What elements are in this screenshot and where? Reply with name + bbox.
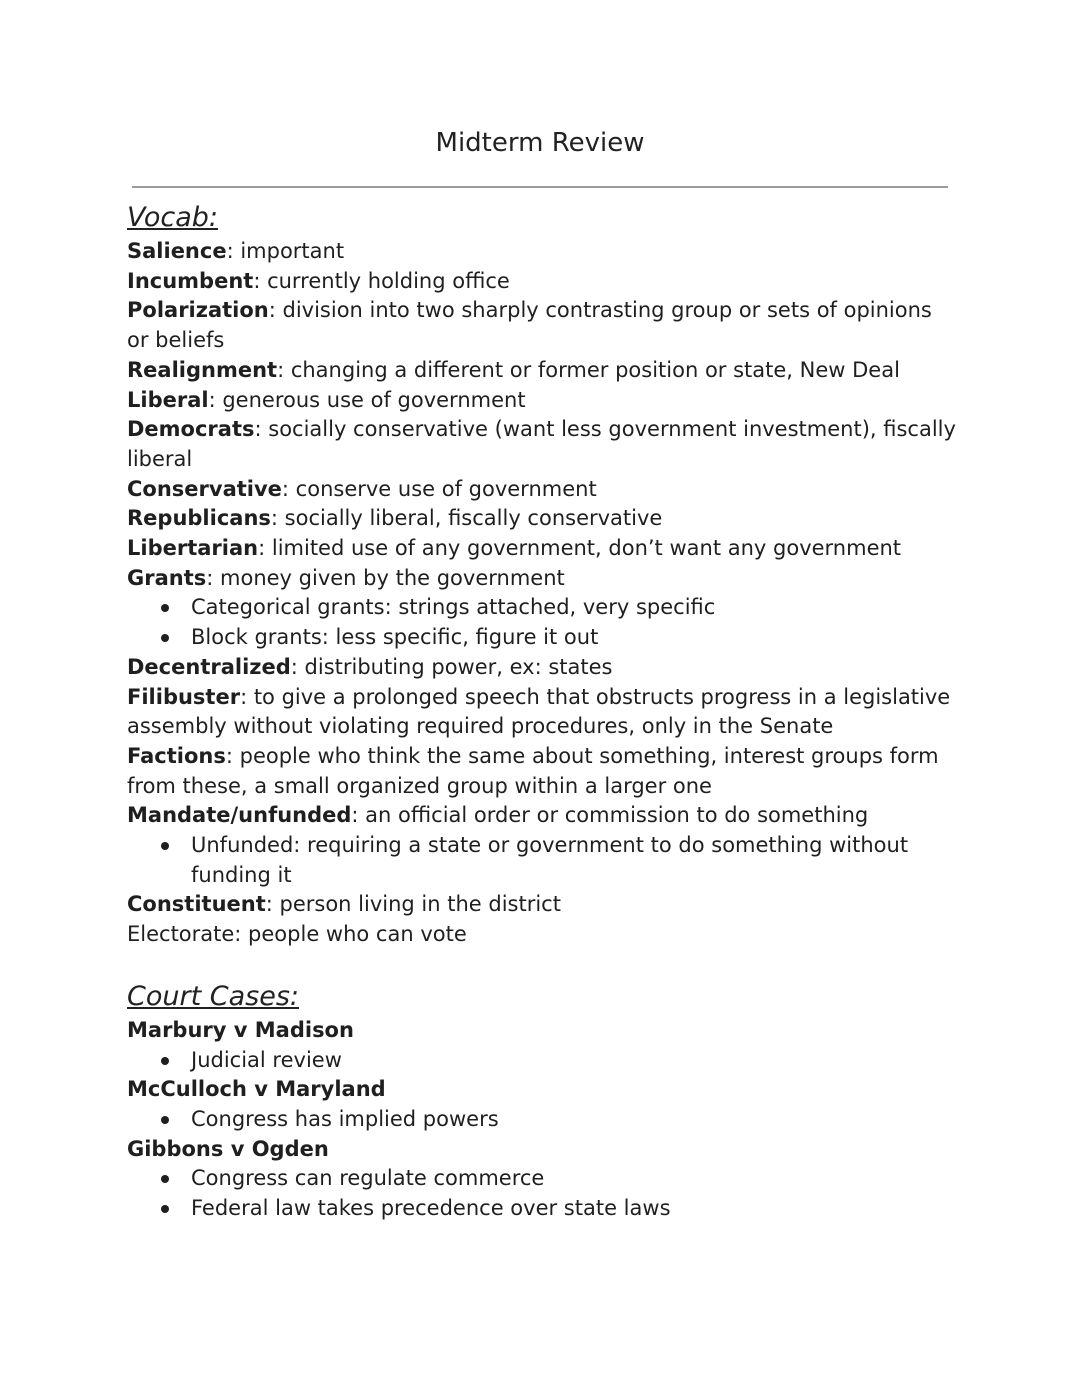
list-item: Congress has implied powers: [191, 1105, 957, 1135]
case-name: [127, 1016, 957, 1046]
case-title: Gibbons v Ogden: [127, 1136, 329, 1161]
vocab-entry: [127, 534, 957, 564]
vocab-entry: [127, 356, 957, 386]
case-title: Marbury v Madison: [127, 1017, 354, 1042]
list-item: Unfunded: requiring a state or government to do something without funding it: [191, 831, 957, 890]
vocab-definition: : person living in the district: [265, 892, 561, 917]
page-title: Midterm Review: [435, 128, 645, 158]
electorate-line: Electorate: people who can vote: [127, 922, 467, 947]
vocab-term: Realignment: [127, 357, 278, 382]
vocab-entry: [127, 296, 957, 355]
vocab-entry: [127, 415, 957, 474]
vocab-term: Liberal: [127, 387, 209, 412]
vocab-entry: [127, 742, 957, 801]
vocab-definition: : socially liberal, fiscally conservative: [270, 506, 663, 531]
vocab-definition: : conserve use of government: [281, 476, 597, 501]
document-body: [127, 199, 957, 1224]
grants-bullet-list: [127, 593, 957, 652]
vocab-entry: [127, 564, 957, 594]
case-name: [127, 1075, 957, 1105]
vocab-heading: Vocab:: [127, 202, 219, 233]
vocab-definition: : money given by the government: [206, 565, 565, 590]
vocab-entry: [127, 267, 957, 297]
list-item: Congress can regulate commerce: [191, 1164, 957, 1194]
vocab-term: Constituent: [127, 892, 266, 917]
vocab-term: Republicans: [127, 506, 271, 531]
vocab-entry: [127, 653, 957, 683]
vocab-definition: : people who think the same about something, interest groups form from these, a small organized group within a larger one: [127, 743, 939, 798]
title-divider: [132, 186, 948, 188]
court-cases-heading: Court Cases:: [127, 980, 299, 1012]
vocab-term: Mandate/unfunded: [127, 803, 352, 828]
vocab-term: Democrats: [127, 417, 255, 442]
vocab-entry: [127, 386, 957, 416]
vocab-entry: [127, 801, 957, 831]
mandate-bullet-list: [127, 831, 957, 890]
list-item: Categorical grants: strings attached, very specific: [191, 593, 957, 623]
vocab-definition: : currently holding office: [253, 268, 510, 293]
vocab-term: Conservative: [127, 476, 282, 501]
vocab-definition: : generous use of government: [208, 387, 526, 412]
vocab-entry: [127, 683, 957, 742]
vocab-definition: : important: [226, 239, 345, 263]
vocab-term: Polarization: [127, 298, 269, 323]
vocab-entry: [127, 475, 957, 505]
case-title: McCulloch v Maryland: [127, 1077, 386, 1102]
case-points: [127, 1046, 957, 1076]
list-item: Judicial review: [191, 1046, 957, 1076]
list-item: Federal law takes precedence over state laws: [191, 1194, 957, 1224]
case-points: [127, 1164, 957, 1223]
case-points: [127, 1105, 957, 1135]
vocab-definition: : limited use of any government, don’t want any government: [258, 536, 902, 561]
vocab-definition: : socially conservative (want less government investment), fiscally liberal: [127, 417, 956, 471]
vocab-term: Salience: [127, 239, 227, 263]
vocab-definition: : distributing power, ex: states: [290, 654, 613, 679]
vocab-definition: : an official order or commission to do something: [351, 803, 869, 828]
vocab-term: Decentralized: [127, 654, 291, 679]
vocab-definition: : changing a different or former position or state, New Deal: [277, 357, 900, 382]
vocab-definition: : division into two sharply contrasting group or sets of opinions or beliefs: [127, 298, 932, 353]
vocab-definition: : to give a prolonged speech that obstructs progress in a legislative assembly without violating required procedures, only in the Senate: [127, 684, 951, 739]
vocab-term: Filibuster: [127, 684, 241, 709]
case-name: [127, 1135, 957, 1165]
vocab-entry: [127, 504, 957, 534]
vocab-entry: [127, 890, 957, 920]
vocab-term: Grants: [127, 565, 207, 590]
list-item: Block grants: less specific, figure it out: [191, 623, 957, 653]
vocab-entry: [127, 237, 957, 267]
vocab-term: Incumbent: [127, 268, 254, 293]
vocab-term: Libertarian: [127, 536, 259, 561]
vocab-term: Factions: [127, 743, 226, 768]
